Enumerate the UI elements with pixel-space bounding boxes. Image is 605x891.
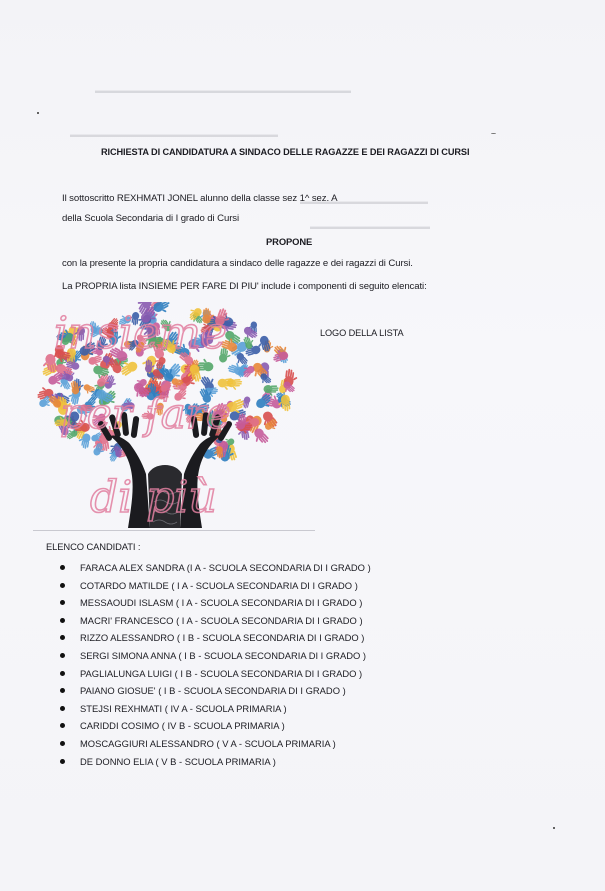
- candidate-item: [60, 580, 371, 598]
- candidate-item: [60, 632, 371, 650]
- body-line-undersigned: Il sottoscritto REXHMATI JONEL alunno della classe sez 1^ sez. A: [62, 193, 338, 204]
- candidate-item: [60, 650, 371, 668]
- candidates-list: [60, 562, 371, 773]
- bullet-icon: [60, 635, 65, 640]
- svg-text:insieme: insieme: [54, 308, 227, 359]
- bullet-icon: [60, 653, 65, 658]
- bullet-icon: [60, 688, 65, 693]
- paper-speck: [553, 827, 555, 829]
- body-line-school: della Scuola Secondaria di I grado di Cursi: [62, 213, 240, 224]
- bullet-icon: [60, 741, 65, 746]
- document-title: RICHIESTA DI CANDIDATURA A SINDACO DELLE RAGAZZE E DEI RAGAZZI DI CURSI: [101, 147, 470, 157]
- candidate-name: CARIDDI COSIMO ( IV B - SCUOLA PRIMARIA ): [80, 720, 285, 732]
- candidate-name: MOSCAGGIURI ALESSANDRO ( V A - SCUOLA PRIMARIA ): [80, 737, 336, 749]
- candidate-name: MACRI' FRANCESCO ( I A - SCUOLA SECONDARIA DI I GRADO ): [80, 614, 363, 626]
- candidate-item: [60, 597, 371, 615]
- section-heading-propone: PROPONE: [266, 236, 313, 247]
- divider: [33, 530, 315, 531]
- candidate-name: COTARDO MATILDE ( I A - SCUOLA SECONDARIA DI I GRADO ): [80, 579, 358, 591]
- candidate-item: [60, 738, 371, 756]
- svg-text:di più: di più: [90, 472, 217, 523]
- logo-caption: LOGO DELLA LISTA: [320, 328, 404, 338]
- candidate-item: [60, 615, 371, 633]
- candidate-name: RIZZO ALESSANDRO ( I B - SCUOLA SECONDARIA DI I GRADO ): [80, 632, 365, 644]
- list-logo-image: [32, 302, 317, 528]
- candidate-name: STEJSI REXHMATI ( IV A - SCUOLA PRIMARIA ): [80, 702, 287, 714]
- bullet-icon: [60, 583, 65, 588]
- candidate-item: [60, 720, 371, 738]
- candidate-name: DE DONNO ELIA ( V B - SCUOLA PRIMARIA ): [80, 755, 276, 767]
- candidate-name: SERGI SIMONA ANNA ( I B - SCUOLA SECONDARIA DI I GRADO ): [80, 649, 366, 661]
- hands-tree-icon: [32, 302, 317, 528]
- bullet-icon: [60, 706, 65, 711]
- bullet-icon: [60, 600, 65, 605]
- candidate-item: [60, 703, 371, 721]
- bullet-icon: [60, 618, 65, 623]
- bullet-icon: [60, 565, 65, 570]
- paper-mark: [491, 133, 496, 134]
- candidate-item: [60, 668, 371, 686]
- paper-speck: [37, 112, 39, 114]
- candidate-item: [60, 756, 371, 774]
- bullet-icon: [60, 671, 65, 676]
- logo-lettering: [54, 308, 231, 523]
- bleed-through-text: ▬▬▬▬▬▬▬▬▬▬▬▬▬▬▬▬▬▬▬▬▬▬▬▬▬▬: [70, 130, 278, 139]
- bleed-through-text: ▬▬▬▬▬▬▬▬▬▬▬▬▬▬▬▬: [300, 197, 428, 206]
- candidates-heading: ELENCO CANDIDATI :: [46, 541, 141, 552]
- candidate-name: PAIANO GIOSUE' ( I B - SCUOLA SECONDARIA DI I GRADO ): [80, 685, 346, 697]
- candidate-item: [60, 685, 371, 703]
- svg-text:per fare: per fare: [60, 389, 231, 438]
- bullet-icon: [60, 759, 65, 764]
- candidate-name: MESSAOUDI ISLASM ( I A - SCUOLA SECONDARIA DI I GRADO ): [80, 597, 363, 609]
- body-line-list: La PROPRIA lista INSIEME PER FARE DI PIU' include i componenti di seguito elencati:: [62, 281, 427, 292]
- candidate-item: [60, 562, 371, 580]
- candidate-name: PAGLIALUNGA LUIGI ( I B - SCUOLA SECONDARIA DI I GRADO ): [80, 667, 363, 679]
- candidate-name: FARACA ALEX SANDRA (I A - SCUOLA SECONDARIA DI I GRADO ): [80, 562, 371, 573]
- body-line-candidacy: con la presente la propria candidatura a sindaco delle ragazze e dei ragazzi di Cursi.: [62, 258, 413, 269]
- bullet-icon: [60, 723, 65, 728]
- bleed-through-text: ▬▬▬▬▬▬▬▬▬▬▬▬▬▬▬: [310, 222, 430, 231]
- bleed-through-text: ▬▬▬▬▬▬▬▬▬▬▬▬▬▬▬▬▬▬▬▬▬▬▬▬▬▬▬▬▬▬▬▬: [95, 86, 351, 95]
